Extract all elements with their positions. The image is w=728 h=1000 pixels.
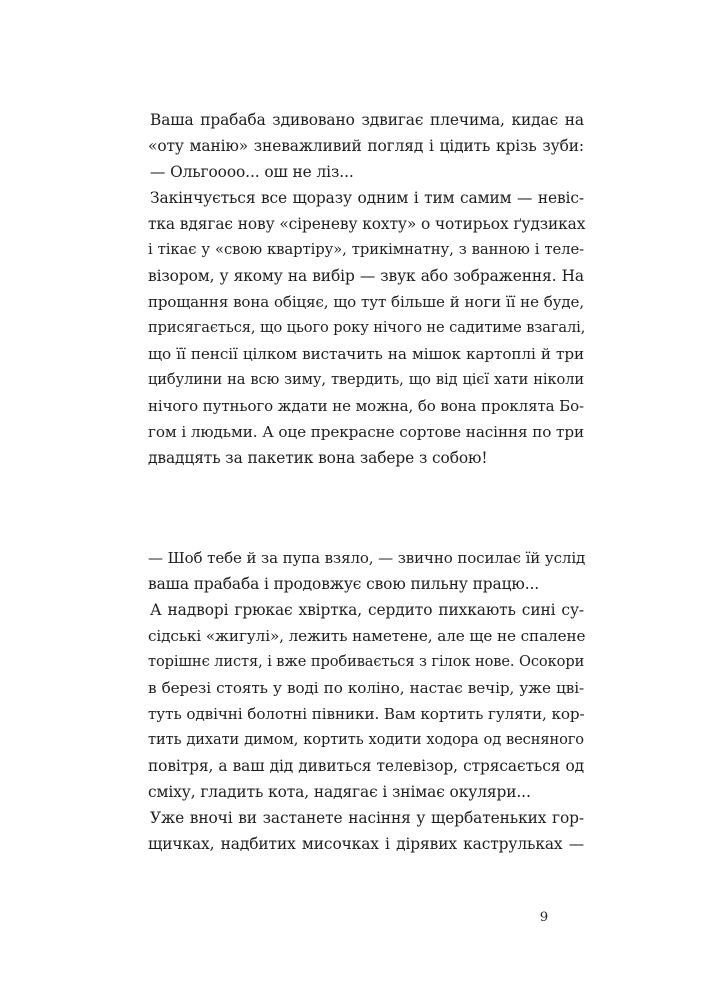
text-line: повітря, а ваш дід дивиться телевізор, стрясається од <box>148 757 584 775</box>
text-line: ваша прабаба і продовжує свою пильну працю... <box>148 575 540 593</box>
text-line: торішнє листя, і вже пробивається з гілок нове. Осокори <box>148 653 585 670</box>
page-number: 9 <box>539 910 549 925</box>
text-line: — Ольгоооо... ош не ліз... <box>150 163 354 181</box>
text-line: — Шоб тебе й за пупа взяло, — звично посилає їй услід <box>148 549 586 567</box>
text-line: прощання вона обіцяє, що тут більше й ноги її не буде, <box>148 293 584 311</box>
text-line: сміху, гладить кота, надягає і знімає окуляри... <box>148 783 531 801</box>
text-line: що її пенсії цілком вистачить на мішок картоплі й три <box>148 345 584 363</box>
text-line: в березі стоять у воді по коліно, настає вечір, уже цві- <box>148 679 584 697</box>
text-block-2 <box>148 545 584 857</box>
text-line: двадцять за пакетик вона забере з собою! <box>148 449 488 467</box>
text-line: і тікає у «свою квартіру», трикімнатну, з ванною і теле- <box>148 241 584 258</box>
text-block-1 <box>148 107 584 471</box>
text-line: туть одвічні болотні півники. Вам кортить гуляти, кор- <box>148 705 585 723</box>
text-line: щичках, надбитих мисочках і дірявих каструльках — <box>148 835 584 853</box>
text-line: сідські «жигулі», лежить наметене, але ще не спалене <box>148 627 586 645</box>
text-line: «оту манію» зневажливий погляд і цідить крізь зуби: <box>148 137 584 155</box>
text-line: тить дихати димом, кортить ходити ходора од весняного <box>148 731 584 748</box>
text-line: тка вдягає нову «сіреневу кохту» о чотирьох ґудзиках <box>148 215 586 233</box>
text-line: Ваша прабаба здивовано здвигає плечима, кидає на <box>150 111 584 129</box>
text-line: присягається, що цього року нічого не садитиме взагалі, <box>148 319 586 336</box>
text-line: нічого путнього ждати не можна, бо вона проклята Бо- <box>148 397 584 415</box>
text-line: Закінчується все щоразу одним і тим самим — невіс- <box>150 189 584 207</box>
text-line: А надворі грюкає хвіртка, сердито пихкають сині су- <box>150 601 584 619</box>
text-line: візором, у якому на вибір — звук або зображення. На <box>148 267 584 285</box>
text-line: гом і людьми. А оце прекрасне сортове насіння по три <box>148 423 584 441</box>
text-line: цибулини на всю зиму, твердить, що від цієї хати ніколи <box>148 371 584 388</box>
text-line: Уже вночі ви застанете насіння у щербатеньких гор- <box>150 809 584 827</box>
